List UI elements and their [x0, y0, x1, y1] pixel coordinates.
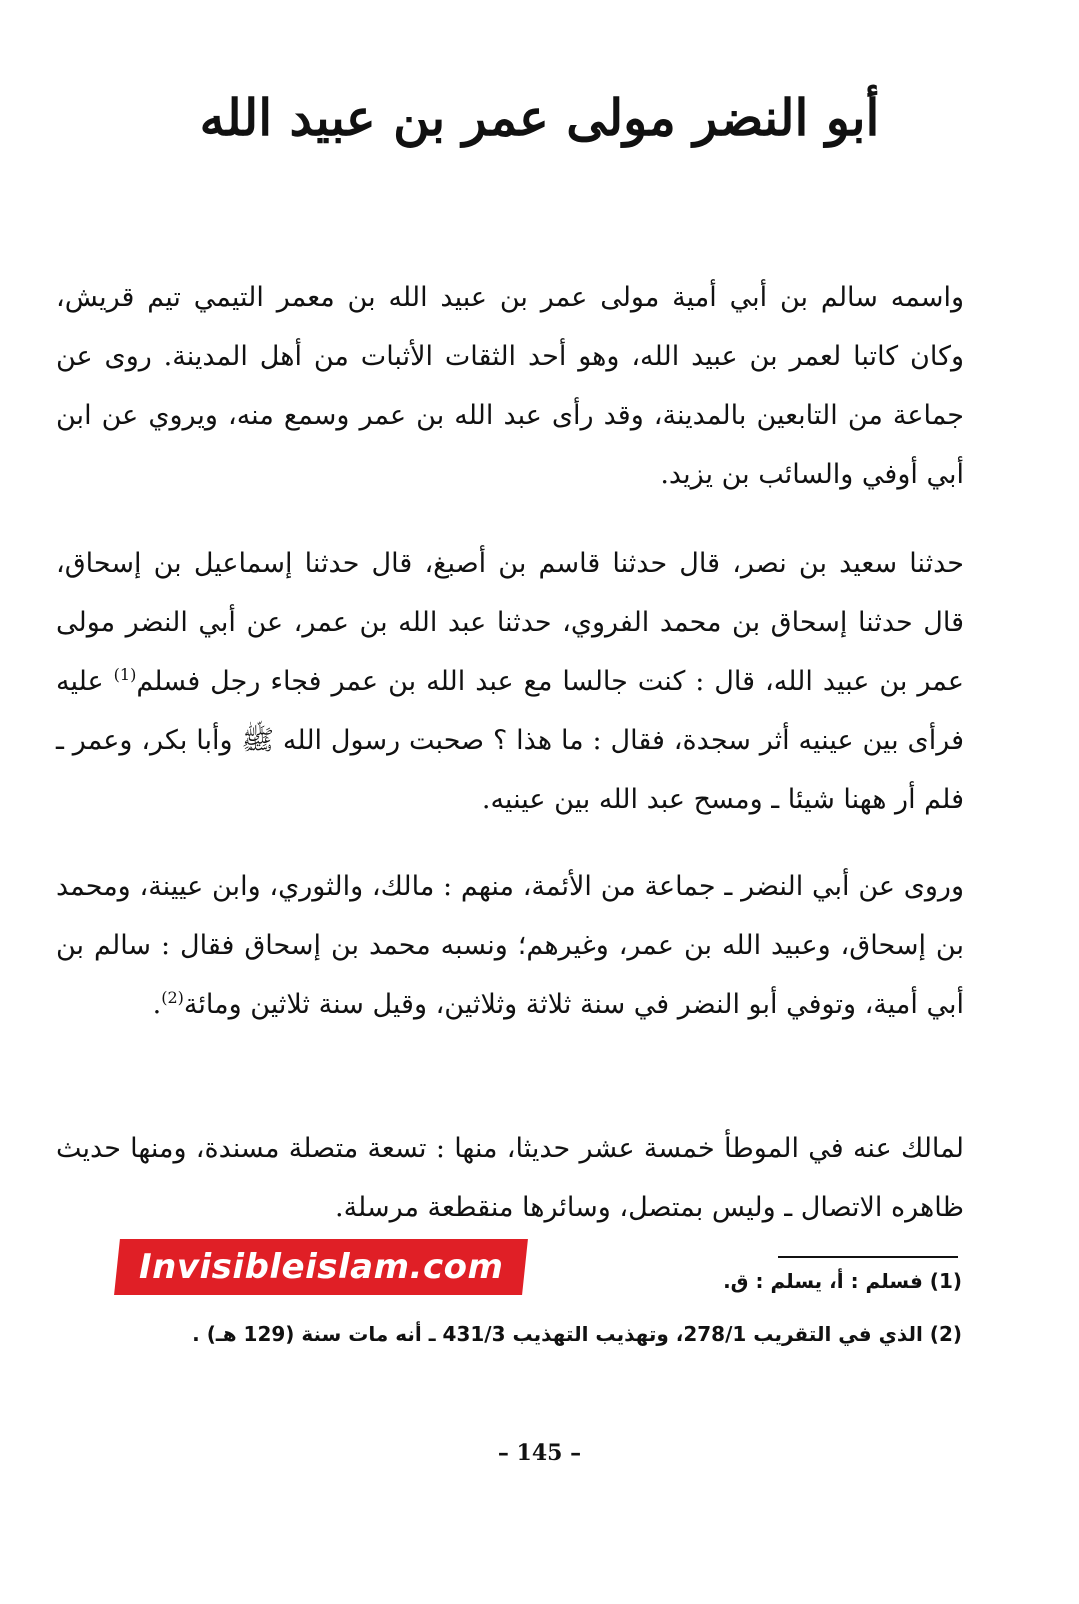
paragraph-text: حدثنا سعيد بن نصر، قال حدثنا قاسم بن أصبغ، قال حدثنا إسماعيل بن إسحاق، قال حدثنا إسحاق بن محمد الفروي، حدثنا عبد الله بن عمر، عن أبي النضر مولى عمر بن عبيد الله، قال : كنت جالسا مع عبد الله بن عمر فجاء رجل فسلم: [56, 548, 964, 697]
paragraph-muwatta-count: لمالك عنه في الموطأ خمسة عشر حديثا، منها : تسعة متصلة مسندة، ومنها حديث ظاهره الاتصال ـ وليس بمتصل، وسائرها منقطعة مرسلة.: [56, 1133, 964, 1223]
paragraph-text: عليه فرأى بين عينيه أثر سجدة، فقال : ما هذا ؟ صحبت رسول الله ﷺ وأبا بكر، وعمر ـ فلم أر ههنا شيئا ـ ومسح عبد الله بين عينيه.: [56, 666, 964, 815]
footnote-reference-2: (2): [161, 988, 184, 1007]
footnote-divider: [778, 1256, 958, 1258]
paragraph-text: وروى عن أبي النضر ـ جماعة من الأئمة، منهم : مالك، والثوري، وابن عيينة، ومحمد بن إسحاق، وعبيد الله بن عمر، وغيرهم؛ ونسبه محمد بن إسحاق فقال : سالم بن أبي أمية، وتوفي أبو النضر في سنة ثلاثة وثلاثين، وقيل سنة ثلاثين ومائة: [56, 871, 964, 1020]
footnote-2: (2) الذي في التقريب 278/1، وتهذيب التهذيب 431/3 ـ أنه مات سنة (129 هـ) .: [192, 1322, 962, 1346]
footnote-1: (1) فسلم : أ، يسلم : ق.: [723, 1269, 962, 1293]
footnote-reference-1: (1): [113, 665, 137, 684]
page-number: – 145 –: [497, 1440, 582, 1466]
paragraph-text: .: [152, 989, 162, 1020]
paragraph-narrators: [56, 857, 964, 1034]
page-title: أبو النضر مولى عمر بن عبيد الله: [199, 88, 880, 147]
paragraph-biography: واسمه سالم بن أبي أمية مولى عمر بن عبيد الله بن معمر التيمي تيم قريش، وكان كاتبا لعمر بن عبيد الله، وهو أحد الثقات الأثبات من أهل المدينة. روى عن جماعة من التابعين بالمدينة، وقد رأى عبد الله بن عمر وسمع منه، ويروي عن ابن أبي أوفي والسائب بن يزيد.: [56, 282, 964, 490]
paragraph-hadith-narration: [56, 534, 964, 829]
watermark-text: Invisibleislam.com: [138, 1247, 504, 1287]
